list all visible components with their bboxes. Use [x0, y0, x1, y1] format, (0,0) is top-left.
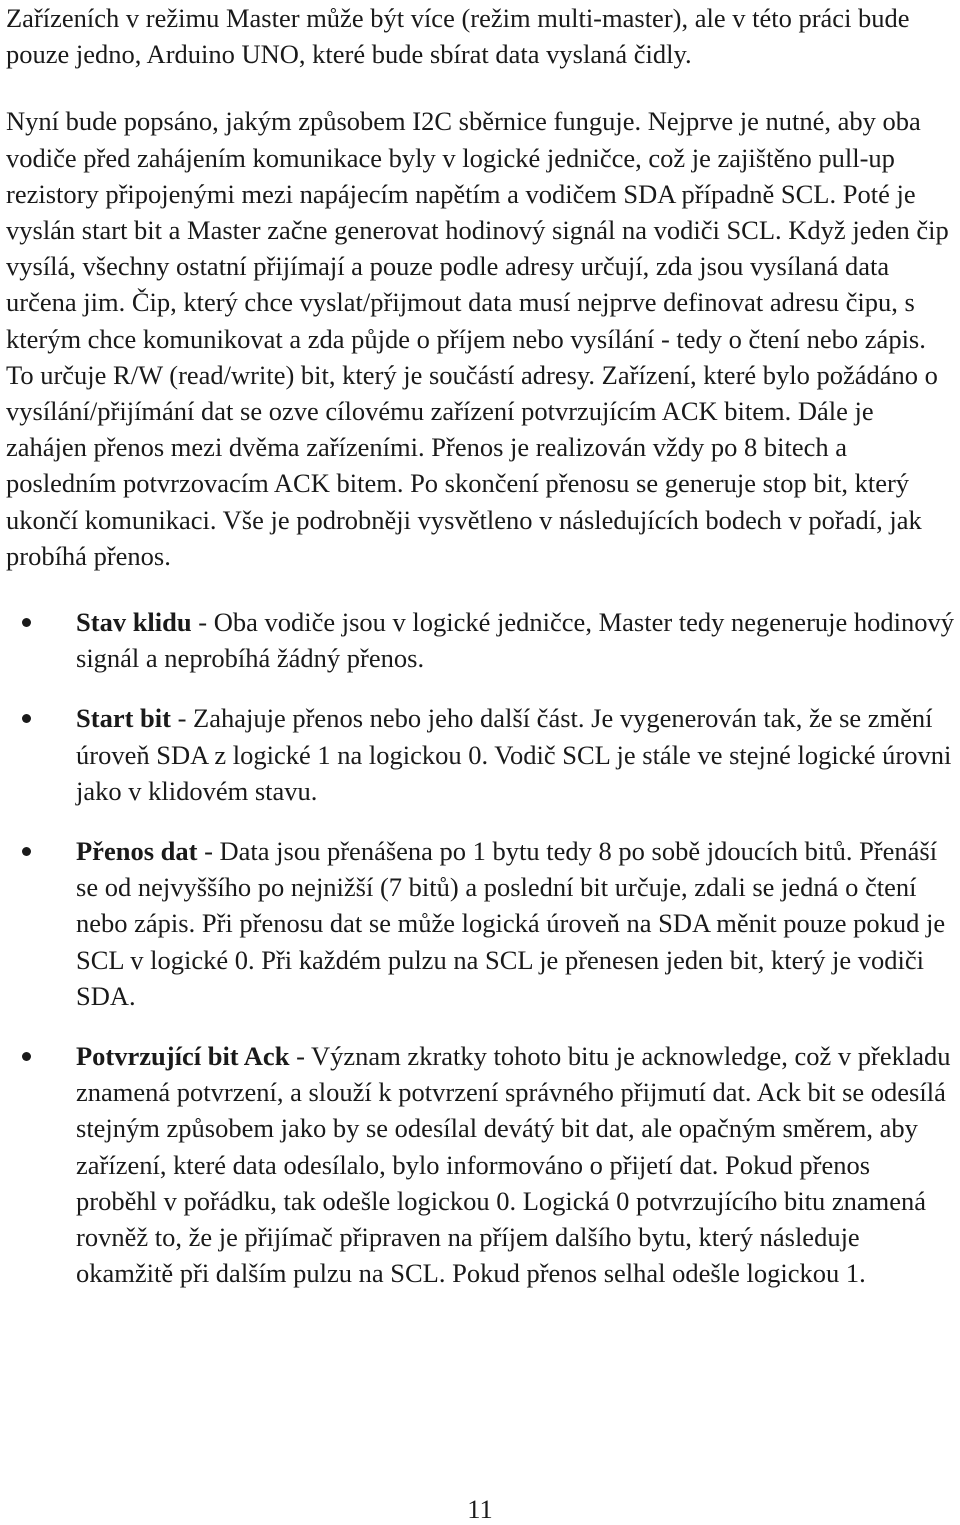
bullet-term: Stav klidu: [76, 607, 192, 638]
bullet-list: [6, 604, 956, 1291]
bullet-icon: [22, 714, 31, 723]
bullet-icon: [22, 618, 31, 627]
bullet-text: - Zahajuje přenos nebo jeho další část. Je vygenerován tak, že se změní úroveň SDA z logické 1 na logickou 0. Vodič SCL je stále ve stejné logické úrovni jako v klidovém stavu.: [76, 703, 952, 806]
page-body: [6, 0, 956, 1316]
bullet-term: Start bit: [76, 703, 171, 734]
bullet-text: - Oba vodiče jsou v logické jedničce, Master tedy negeneruje hodinový signál a neprobíhá žádný přenos.: [76, 607, 955, 674]
list-item: [6, 833, 956, 1014]
paragraph-intro: Zařízeních v režimu Master může být více (režim multi-master), ale v této práci bude pouze jedno, Arduino UNO, které bude sbírat data vyslaná čidly.: [6, 3, 910, 70]
bullet-text: - Data jsou přenášena po 1 bytu tedy 8 po sobě jdoucích bitů. Přenáší se od nejvyššího po nejnižší (7 bitů) a poslední bit určuje, zdali se jedná o čtení nebo zápis. Při přenosu dat se může logická úroveň na SDA měnit pouze pokud je SCL v logické 0. Při každém pulzu na SCL je přenesen jeden bit, který je vodiči SDA.: [76, 836, 946, 1011]
list-item: [6, 700, 956, 809]
list-item: [6, 604, 956, 676]
paragraph-i2c-description: Nyní bude popsáno, jakým způsobem I2C sběrnice funguje. Nejprve je nutné, aby oba vodiče před zahájením komunikace byly v logické jedničce, což je zajištěno pull-up rezistory připojenými mezi napájecím napětím a vodičem SDA případně SCL. Poté je vyslán start bit a Master začne generovat hodinový signál na vodiči SCL. Když jeden čip vysílá, všechny ostatní přijímají a pouze podle adresy určují, zda jsou vysílaná data určena jim. Čip, který chce vyslat/přijmout data musí nejprve definovat adresu čipu, s kterým chce komunikovat a zda půjde o příjem nebo vysílání - tedy o čtení nebo zápis. To určuje R/W (read/write) bit, který je součástí adresy. Zařízení, které bylo požádáno o vysílání/přijímání dat se ozve cílovému zařízení potvrzujícím ACK bitem. Dále je zahájen přenos mezi dvěma zařízeními. Přenos je realizován vždy po 8 bitech a posledním potvrzovacím ACK bitem. Po skončení přenosu se generuje stop bit, který ukončí komunikaci. Vše je podrobněji vysvětleno v následujících bodech v pořadí, jak probíhá přenos.: [6, 106, 949, 571]
bullet-text: - Význam zkratky tohoto bitu je acknowledge, což v překladu znamená potvrzení, a slouží k potvrzení správného přijmutí dat. Ack bit se odesílá stejným způsobem jako by se odesílal devátý bit dat, ale opačným směrem, aby zařízení, které data odesílalo, bylo informováno o přijetí dat. Pokud přenos proběhl v pořádku, tak odešle logickou 0. Logická 0 potvrzujícího bitu znamená rovněž to, že je přijímač připraven na příjem dalšího bytu, který následuje okamžitě při dalším pulzu na SCL. Pokud přenos selhal odešle logickou 1.: [76, 1041, 951, 1289]
bullet-icon: [22, 1052, 31, 1061]
list-item: [6, 1038, 956, 1291]
bullet-term: Přenos dat: [76, 836, 198, 867]
bullet-term: Potvrzující bit Ack: [76, 1041, 290, 1072]
page-number: 11: [467, 1494, 493, 1524]
bullet-icon: [22, 847, 31, 856]
